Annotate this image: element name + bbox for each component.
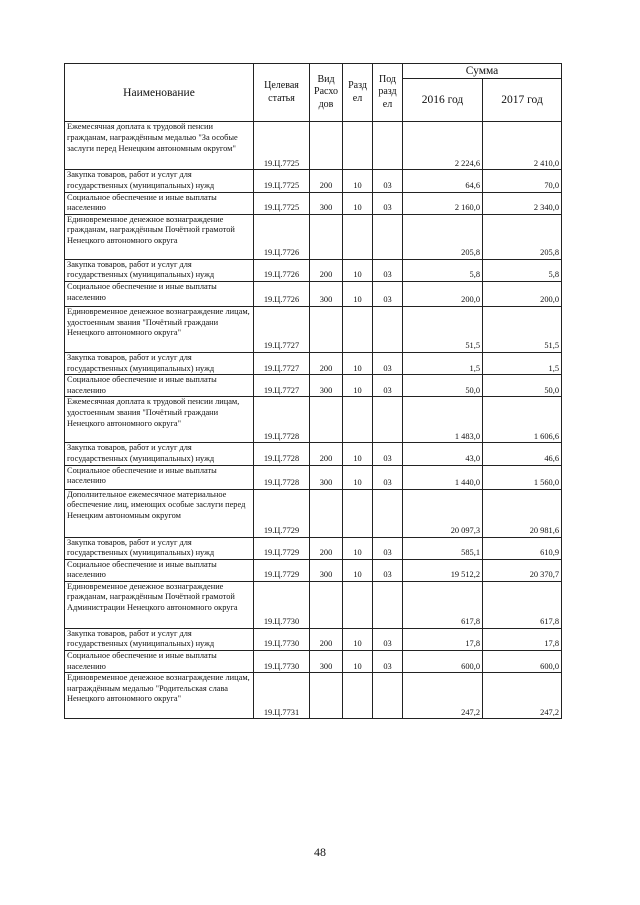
row-pod: 03 [373, 559, 403, 581]
table-row [65, 259, 562, 281]
row-code: 19.Ц.7729 [254, 537, 310, 559]
row-sum-2017: 51,5 [483, 306, 562, 352]
row-sum-2016: 43,0 [403, 443, 483, 465]
header-year-2016: 2016 год [403, 79, 483, 122]
table-row [65, 628, 562, 650]
row-sum-2017: 247,2 [483, 673, 562, 719]
row-name: Социальное обеспечение и иные выплаты населению [65, 651, 254, 673]
row-sum-2016: 600,0 [403, 651, 483, 673]
row-code: 19.Ц.7725 [254, 192, 310, 214]
row-sum-2016: 51,5 [403, 306, 483, 352]
row-razd: 10 [343, 352, 373, 374]
row-razd [343, 214, 373, 259]
table-row [65, 192, 562, 214]
row-sum-2016: 19 512,2 [403, 559, 483, 581]
row-code: 19.Ц.7728 [254, 465, 310, 489]
table-row [65, 559, 562, 581]
row-pod: 03 [373, 465, 403, 489]
row-sum-2017: 2 340,0 [483, 192, 562, 214]
row-sum-2017: 46,6 [483, 443, 562, 465]
header-vid: Вид Расхо дов [310, 64, 343, 122]
row-sum-2016: 20 097,3 [403, 489, 483, 537]
row-razd [343, 306, 373, 352]
table-header-row [65, 64, 562, 79]
row-pod: 03 [373, 192, 403, 214]
row-sum-2017: 1 606,6 [483, 397, 562, 443]
row-sum-2017: 20 981,6 [483, 489, 562, 537]
row-sum-2017: 1,5 [483, 352, 562, 374]
row-vid: 200 [310, 628, 343, 650]
page-number: 48 [314, 845, 326, 859]
row-name: Закупка товаров, работ и услуг для государственных (муниципальных) нужд [65, 537, 254, 559]
row-pod: 03 [373, 259, 403, 281]
row-sum-2017: 5,8 [483, 259, 562, 281]
row-vid: 300 [310, 465, 343, 489]
row-code: 19.Ц.7730 [254, 628, 310, 650]
row-code: 19.Ц.7729 [254, 489, 310, 537]
row-sum-2016: 5,8 [403, 259, 483, 281]
row-sum-2016: 1 440,0 [403, 465, 483, 489]
row-code: 19.Ц.7726 [254, 281, 310, 306]
row-sum-2016: 2 160,0 [403, 192, 483, 214]
row-vid [310, 306, 343, 352]
row-name: Закупка товаров, работ и услуг для государственных (муниципальных) нужд [65, 170, 254, 192]
row-razd: 10 [343, 170, 373, 192]
row-name: Закупка товаров, работ и услуг для государственных (муниципальных) нужд [65, 352, 254, 374]
row-code: 19.Ц.7725 [254, 170, 310, 192]
row-sum-2016: 200,0 [403, 281, 483, 306]
row-razd: 10 [343, 192, 373, 214]
row-code: 19.Ц.7729 [254, 559, 310, 581]
row-razd: 10 [343, 259, 373, 281]
row-name: Ежемесячная доплата к трудовой пенсии лицам, удостоенным звания "Почётный граждани Ненецкого автономного округа" [65, 397, 254, 443]
row-pod: 03 [373, 375, 403, 397]
row-sum-2016: 2 224,6 [403, 122, 483, 170]
row-name: Социальное обеспечение и иные выплаты населению [65, 559, 254, 581]
row-sum-2017: 617,8 [483, 581, 562, 628]
row-sum-2016: 50,0 [403, 375, 483, 397]
row-name: Единовременное денежное вознаграждение гражданам, награждённым Почётной грамотой Администрации Ненецкого автономного округа [65, 581, 254, 628]
row-razd: 10 [343, 559, 373, 581]
row-code: 19.Ц.7725 [254, 122, 310, 170]
table-row [65, 581, 562, 628]
row-sum-2016: 617,8 [403, 581, 483, 628]
row-sum-2017: 20 370,7 [483, 559, 562, 581]
row-sum-2017: 50,0 [483, 375, 562, 397]
row-razd: 10 [343, 281, 373, 306]
row-pod: 03 [373, 352, 403, 374]
row-pod: 03 [373, 628, 403, 650]
row-razd [343, 581, 373, 628]
row-razd: 10 [343, 443, 373, 465]
row-sum-2016: 17,8 [403, 628, 483, 650]
header-razd: Разд ел [343, 64, 373, 122]
row-sum-2017: 2 410,0 [483, 122, 562, 170]
row-sum-2017: 205,8 [483, 214, 562, 259]
header-sum: Сумма [403, 64, 562, 79]
row-name: Закупка товаров, работ и услуг для государственных (муниципальных) нужд [65, 628, 254, 650]
row-pod [373, 581, 403, 628]
row-vid: 200 [310, 170, 343, 192]
row-vid: 300 [310, 375, 343, 397]
table-row [65, 281, 562, 306]
row-pod: 03 [373, 537, 403, 559]
row-code: 19.Ц.7726 [254, 259, 310, 281]
row-sum-2017: 610,9 [483, 537, 562, 559]
table-row [65, 306, 562, 352]
row-sum-2017: 70,0 [483, 170, 562, 192]
row-pod: 03 [373, 651, 403, 673]
row-razd: 10 [343, 537, 373, 559]
row-name: Социальное обеспечение и иные выплаты населению [65, 465, 254, 489]
row-razd [343, 122, 373, 170]
table-row [65, 651, 562, 673]
row-name: Закупка товаров, работ и услуг для государственных (муниципальных) нужд [65, 443, 254, 465]
row-vid: 200 [310, 537, 343, 559]
row-razd: 10 [343, 651, 373, 673]
table-row [65, 397, 562, 443]
row-code: 19.Ц.7728 [254, 397, 310, 443]
row-sum-2017: 17,8 [483, 628, 562, 650]
row-name: Ежемесячная доплата к трудовой пенсии гражданам, награждённым медалью "За особые заслуги перед Ненецким автономным округом" [65, 122, 254, 170]
row-sum-2016: 64,6 [403, 170, 483, 192]
row-pod: 03 [373, 281, 403, 306]
table-row [65, 673, 562, 719]
table-row [65, 443, 562, 465]
row-vid: 300 [310, 192, 343, 214]
row-sum-2017: 1 560,0 [483, 465, 562, 489]
header-pod: Под разд ел [373, 64, 403, 122]
row-pod [373, 214, 403, 259]
row-sum-2016: 205,8 [403, 214, 483, 259]
row-name: Единовременное денежное вознаграждение лицам, удостоенным звания "Почётный граждани Ненецкого автономного округа" [65, 306, 254, 352]
table-row [65, 537, 562, 559]
row-razd: 10 [343, 375, 373, 397]
table-row [65, 489, 562, 537]
row-vid: 300 [310, 281, 343, 306]
row-vid: 300 [310, 651, 343, 673]
row-name: Социальное обеспечение и иные выплаты населению [65, 281, 254, 306]
row-pod [373, 397, 403, 443]
row-name: Дополнительное ежемесячное материальное обеспечение лиц, имеющих особые заслуги перед Ненецким автономным округом [65, 489, 254, 537]
row-vid [310, 673, 343, 719]
row-vid: 300 [310, 559, 343, 581]
row-pod [373, 306, 403, 352]
row-vid [310, 581, 343, 628]
row-pod [373, 489, 403, 537]
row-sum-2017: 200,0 [483, 281, 562, 306]
row-code: 19.Ц.7728 [254, 443, 310, 465]
row-pod [373, 673, 403, 719]
row-vid [310, 489, 343, 537]
row-pod [373, 122, 403, 170]
row-code: 19.Ц.7727 [254, 306, 310, 352]
row-razd: 10 [343, 465, 373, 489]
row-vid [310, 397, 343, 443]
header-code: Целевая статья [254, 64, 310, 122]
table-row [65, 170, 562, 192]
row-pod: 03 [373, 170, 403, 192]
row-code: 19.Ц.7727 [254, 375, 310, 397]
row-vid: 200 [310, 352, 343, 374]
row-sum-2016: 1,5 [403, 352, 483, 374]
row-code: 19.Ц.7730 [254, 651, 310, 673]
row-razd [343, 673, 373, 719]
row-sum-2017: 600,0 [483, 651, 562, 673]
row-name: Единовременное денежное вознаграждение гражданам, награждённым Почётной грамотой Ненецкого автономного округа [65, 214, 254, 259]
header-name: Наименование [65, 64, 254, 122]
row-sum-2016: 1 483,0 [403, 397, 483, 443]
row-name: Единовременное денежное вознаграждение лицам, награждённым медалью "Родительская слава Ненецкого автономного округа" [65, 673, 254, 719]
table-row [65, 122, 562, 170]
row-name: Социальное обеспечение и иные выплаты населению [65, 192, 254, 214]
row-vid [310, 214, 343, 259]
table-row [65, 214, 562, 259]
row-vid: 200 [310, 259, 343, 281]
row-razd [343, 489, 373, 537]
row-sum-2016: 585,1 [403, 537, 483, 559]
row-sum-2016: 247,2 [403, 673, 483, 719]
row-name: Закупка товаров, работ и услуг для государственных (муниципальных) нужд [65, 259, 254, 281]
row-code: 19.Ц.7726 [254, 214, 310, 259]
budget-table [64, 63, 562, 719]
row-code: 19.Ц.7730 [254, 581, 310, 628]
row-code: 19.Ц.7731 [254, 673, 310, 719]
row-name: Социальное обеспечение и иные выплаты населению [65, 375, 254, 397]
row-razd [343, 397, 373, 443]
table-body [65, 122, 562, 719]
table-row [65, 352, 562, 374]
header-year-2017: 2017 год [483, 79, 562, 122]
row-vid [310, 122, 343, 170]
row-pod: 03 [373, 443, 403, 465]
table-row [65, 375, 562, 397]
row-razd: 10 [343, 628, 373, 650]
row-vid: 200 [310, 443, 343, 465]
table-row [65, 465, 562, 489]
row-code: 19.Ц.7727 [254, 352, 310, 374]
